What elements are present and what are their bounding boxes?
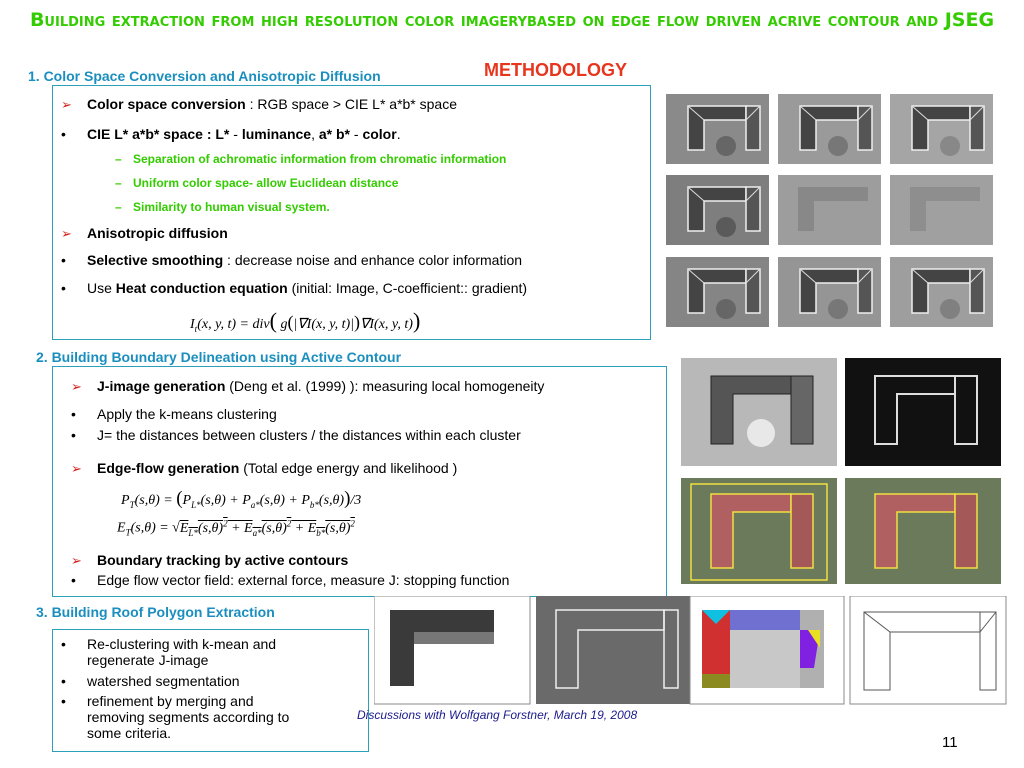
dot-bullet-icon: • [71,406,76,422]
dash-bullet-icon: – [115,200,122,214]
heat-equation: $I_t(x$, y, t) = div( g(|∇I(x, y, t)|)∇I(x, y, t)) [190,308,421,334]
dot-bullet-icon: • [61,693,66,709]
arrow-bullet-icon: ➢ [61,97,72,112]
methodology-label: METHODOLOGY [484,60,627,80]
dot-bullet-icon: • [61,636,66,652]
j-image-tile [681,358,837,466]
section1-heading: 1. Color Space Conversion and Anisotropic Diffusion [28,68,381,84]
section3-heading: 3. Building Roof Polygon Extraction [36,604,275,620]
dot-bullet-icon: • [61,673,66,689]
arrow-bullet-icon: ➢ [71,461,82,476]
arrow-bullet-icon: ➢ [71,379,82,394]
grid-tile [778,175,881,245]
section1-box: ➢ Color space conversion : RGB space > CIE L* a*b* space • CIE L* a*b* space : L* - luminance, a* b* - color. – Separation of achromatic information from chromatic information – Uniform color space- allow Euclidean distance – Similarity to human visual system. ➢ Anisotropic diffusion • Selective smoothing : decrease noise and enhance color information • Use Heat conduction equation (initial: Image, C-coefficient:: gradient) $I_t(x$, y, t) = div( g(|∇I(x, y, t)|)∇I(x, y, t)) [52,85,651,340]
dash-bullet-icon: – [115,152,122,166]
grid-tile [890,257,993,327]
section3-box: • Re-clustering with k-mean and regenerate J-image • watershed segmentation • refinement by merging and removing segments according to some criteria. [52,629,369,752]
edge-probability-equation: $P_T(s,\theta) = (P_{L*}(s,\theta) + P_{a*}(s,\theta) + P_{b*}(s,\theta))/3$ [121,488,362,510]
section2-heading: 2. Building Boundary Delineation using Active Contour [36,349,402,365]
grid-tile [890,175,993,245]
dot-bullet-icon: • [71,427,76,443]
section2-image-grid [681,358,1006,588]
arrow-bullet-icon: ➢ [61,226,72,241]
dot-bullet-icon: • [61,126,66,142]
edge-flow-tile [845,358,1001,466]
edge-energy-equation: $E_T(s,\theta) = √E_{L*}(s,\theta)^2 + E_{a*}(s,\theta)^2 + E_{b*}(s,\theta)^2$ [117,518,355,538]
page-number: 11 [942,734,958,751]
slide-caption: Discussions with Wolfgang Forstner, March 19, 2008 [357,708,638,722]
slide-title: Building extraction from high resolution color imagerybased on edge flow driven acrive contour and JSEG [29,9,995,31]
reclustered-tile [374,596,530,704]
section2-box: ➢ J-image generation (Deng et al. (1999) ): measuring local homogeneity • Apply the k-means clustering • J= the distances between clusters / the distances within each cluster ➢ Edge-flow generation (Total edge energy and likelihood ) $P_T(s,\theta) = (P_{L*}(s,\theta) + P_{a*}(s,\theta) + P_{b*}(s,\theta))/3$ $E_T(s,\theta) = √E_{L*}(s,\theta)^2 + E_{a*}(s,\theta)^2 + E_{b*}(s,\theta)^2$ ➢ Boundary tracking by active contours • Edge flow vector field: external force, measure J: stopping function [52,366,667,597]
section3-image-row [374,596,1008,706]
arrow-bullet-icon: ➢ [71,553,82,568]
section1-image-grid [666,94,1009,329]
active-contour-tile-1 [681,478,837,584]
dot-bullet-icon: • [61,252,66,268]
dot-bullet-icon: • [61,280,66,296]
grid-tile [666,257,769,327]
grid-tile [778,94,881,164]
dash-bullet-icon: – [115,176,122,190]
segment-colors-tile [690,596,844,704]
grid-tile [778,257,881,327]
grid-tile [890,94,993,164]
roof-polygon-tile [850,596,1006,704]
grid-tile [666,175,769,245]
dot-bullet-icon: • [71,572,76,588]
active-contour-tile-2 [845,478,1001,584]
grid-tile [666,94,769,164]
watershed-tile [536,596,692,704]
